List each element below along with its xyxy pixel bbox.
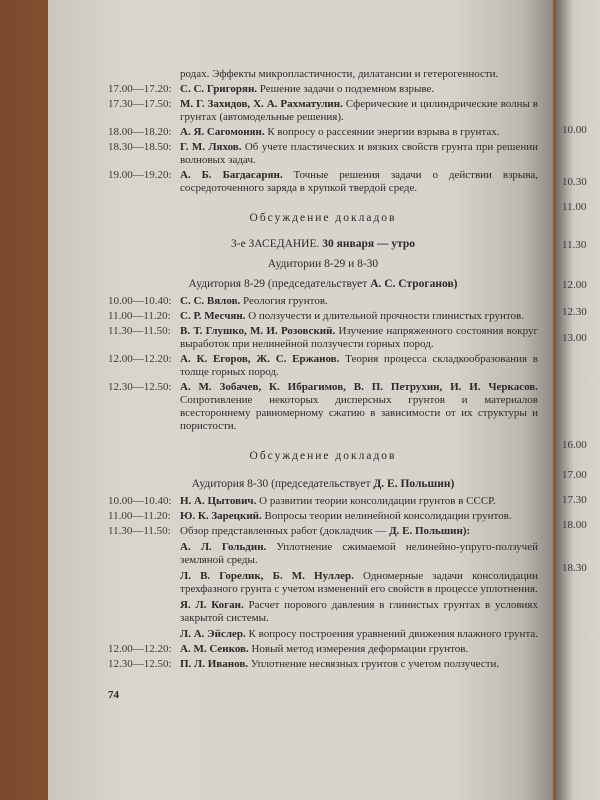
entry: 11.00—11.20: С. Р. Месчян. О ползучести и длительной прочности глинистых грунтов. bbox=[108, 310, 524, 322]
review-item: А. Л. Гольдин. Уплотнение сжимаемой нелинейно-упруго-ползучей земляной среды. bbox=[180, 541, 538, 566]
next-page-time: 10.30 bbox=[562, 176, 587, 188]
next-page-time: 17.30 bbox=[562, 494, 587, 506]
next-page-time: 11.30 bbox=[562, 239, 587, 251]
room-b-heading: Аудитория 8-30 (председательствует Д. Е. Польшин) bbox=[191, 478, 455, 490]
entry: 12.30—12.50: А. М. Зобачев, К. Ибрагимов, В. П. Петрухин, И. И. Черкасов. Сопротивление некоторых дисперсных грунтов и материалов всестороннему равномерному сжатию в зависимости от их структуры и пористости. bbox=[108, 381, 538, 432]
entry: 11.30—11.50: В. Т. Глушко, М. И. Розовский. Изучение напряженного состояния вокруг выработок при нелинейной ползучести горных пород. bbox=[108, 325, 539, 350]
entry: 10.00—10.40: С. С. Вялов. Реология грунтов. bbox=[108, 295, 328, 307]
entry: 10.00—10.40: Н. А. Цытович. О развитии теории консолидации грунтов в СССР. bbox=[108, 495, 496, 507]
review-item: Л. А. Эйслер. К вопросу построения уравнений движения влажного грунта. bbox=[180, 628, 539, 640]
discussion-heading: Обсуждение докладов bbox=[249, 450, 397, 462]
entry: 12.30—12.50: П. Л. Иванов. Уплотнение несвязных грунтов с учетом ползучести. bbox=[108, 658, 500, 670]
discussion-heading: Обсуждение докладов bbox=[249, 212, 397, 224]
entry: 17.00—17.20: С. С. Григорян. Решение задачи о подземном взрыве. bbox=[108, 83, 435, 95]
next-page-time: 17.00 bbox=[562, 469, 587, 481]
next-page-time: 12.30 bbox=[562, 306, 587, 318]
session-title: 3-е ЗАСЕДАНИЕ. 30 января — утро bbox=[230, 238, 416, 250]
next-page-time: 18.30 bbox=[562, 562, 587, 574]
entry: 18.30—18.50: Г. М. Ляхов. Об учете пластических и вязких свойств грунта при решении волновых задач. bbox=[108, 141, 538, 166]
right-page-edge bbox=[556, 0, 600, 800]
next-page-time: 10.00 bbox=[562, 124, 587, 136]
review-item: Л. В. Горелик, Б. М. Нуллер. Одномерные задачи консолидации трехфазного грунта с учетом изменений его свойств в процессе уплотнения. bbox=[180, 570, 538, 595]
entry-continuation: родах. Эффекты микропластичности, дилатансии и гетерогенности. bbox=[180, 68, 499, 80]
entry: 12.00—12.20: А. К. Егоров, Ж. С. Ержанов. Теория процесса складкообразования в толще горных пород. bbox=[108, 353, 539, 378]
rooms-heading: Аудитории 8-29 и 8-30 bbox=[267, 258, 379, 270]
next-page-time: 11.00 bbox=[562, 201, 587, 213]
entry: 12.00—12.20: А. М. Сенков. Новый метод измерения деформации грунтов. bbox=[108, 643, 469, 655]
entry: 18.00—18.20: А. Я. Сагомонян. К вопросу о рассеянии энергии взрыва в грунтах. bbox=[108, 126, 500, 138]
page-number: 74 bbox=[108, 689, 119, 701]
entry: 11.00—11.20: Ю. К. Зарецкий. Вопросы теории нелинейной консолидации грунтов. bbox=[108, 510, 512, 522]
entry: 19.00—19.20: А. Б. Багдасарян. Точные решения задачи о действии взрыва, сосредоточенного заряда в хрупкой твердой среде. bbox=[108, 169, 538, 194]
next-page-time: 13.00 bbox=[562, 332, 587, 344]
next-page-time: 16.00 bbox=[562, 439, 587, 451]
review-item: Я. Л. Коган. Расчет порового давления в глинистых грунтах в условиях закрытой системы. bbox=[180, 599, 538, 624]
page-content bbox=[108, 66, 538, 702]
room-a-heading: Аудитория 8-29 (председательствует А. С. Строганов) bbox=[188, 278, 458, 290]
entry: 17.30—17.50: М. Г. Захидов, Х. А. Рахматулин. Сферические и цилиндрические волны в грунтах (автомодельные решения). bbox=[108, 98, 539, 123]
entry: 11.30—11.50: Обзор представленных работ (докладчик — Д. Е. Польшин): bbox=[108, 525, 471, 537]
next-page-time: 12.00 bbox=[562, 279, 587, 291]
next-page-time: 18.00 bbox=[562, 519, 587, 531]
